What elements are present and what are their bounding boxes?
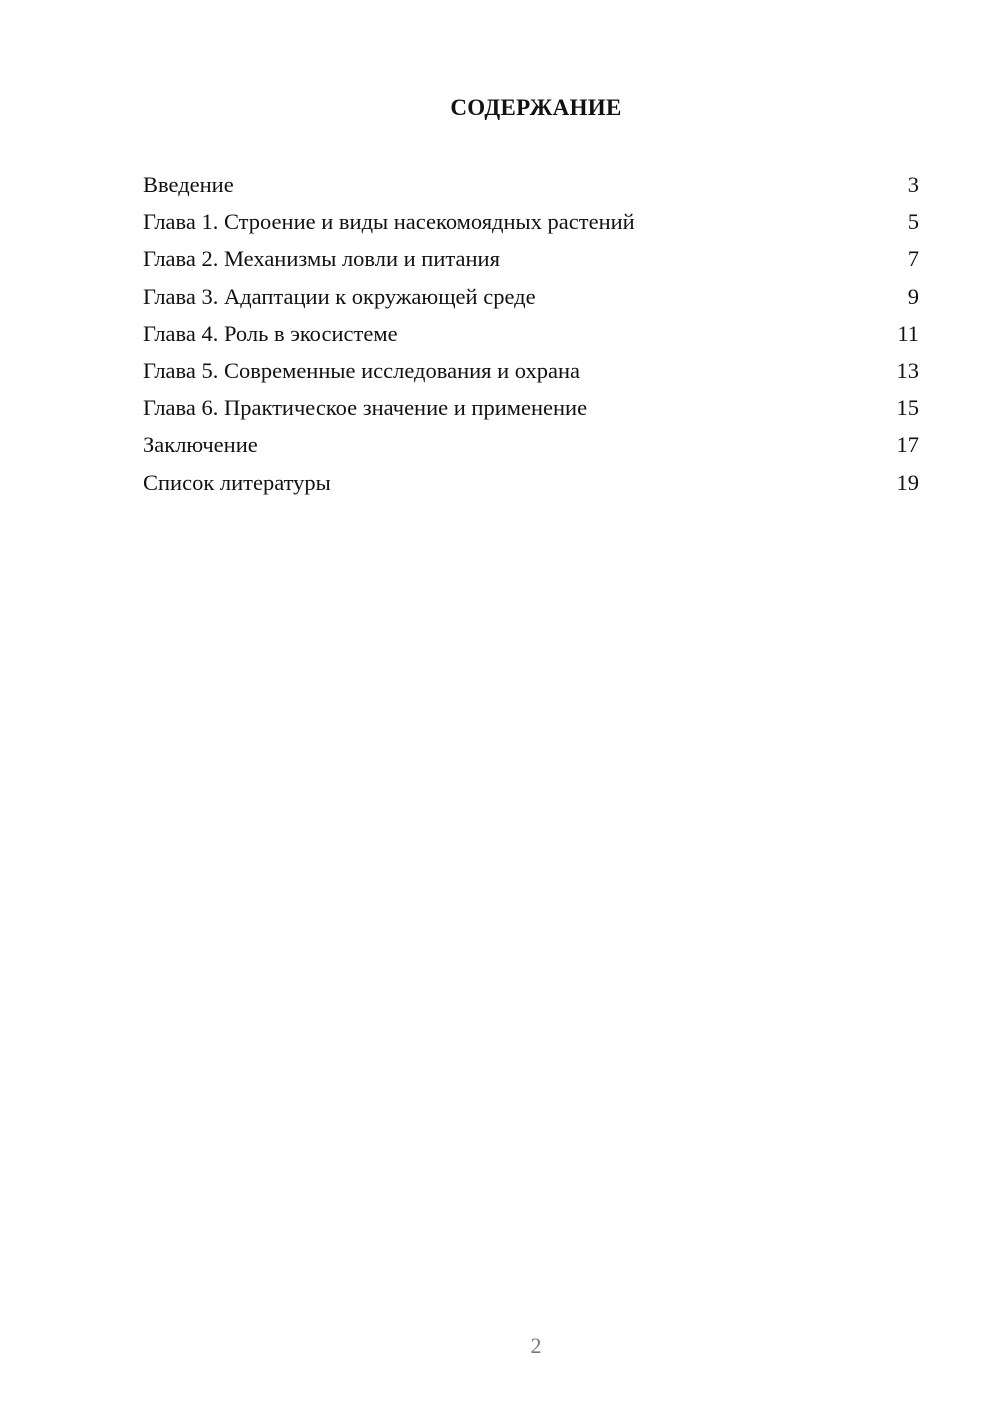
toc-item-page-number: 13 <box>896 357 919 383</box>
toc-item-chapter-5 <box>143 354 919 391</box>
toc-item-label: Глава 6. Практическое значение и применение <box>143 395 588 421</box>
page-title: СОДЕРЖАНИЕ <box>450 95 622 120</box>
toc-item-page-number: 15 <box>896 395 919 421</box>
toc-item-page-number: 7 <box>907 246 919 272</box>
table-of-contents <box>143 168 919 503</box>
toc-item-label: Глава 5. Современные исследования и охрана <box>143 357 580 383</box>
toc-item-label: Глава 1. Строение и виды насекомоядных растений <box>143 209 635 235</box>
toc-item-page-number: 9 <box>907 283 919 309</box>
toc-item-introduction <box>143 168 919 205</box>
toc-item-chapter-3 <box>143 280 919 317</box>
toc-item-chapter-2 <box>143 242 919 279</box>
toc-item-label: Глава 3. Адаптации к окружающей среде <box>143 283 536 309</box>
toc-item-page-number: 11 <box>897 320 919 346</box>
toc-item-page-number: 3 <box>907 172 919 197</box>
page-number: 2 <box>530 1333 542 1358</box>
toc-item-page-number: 17 <box>896 432 919 458</box>
toc-item-label: Глава 4. Роль в экосистеме <box>143 320 398 346</box>
toc-item-chapter-1 <box>143 205 919 242</box>
toc-item-page-number: 19 <box>896 469 919 495</box>
toc-item-chapter-6 <box>143 391 919 428</box>
toc-item-references <box>143 466 919 503</box>
toc-item-conclusion <box>143 428 919 465</box>
toc-item-label: Список литературы <box>143 469 331 495</box>
toc-item-label: Заключение <box>143 432 258 458</box>
toc-item-label: Введение <box>143 172 234 197</box>
toc-item-label: Глава 2. Механизмы ловли и питания <box>143 246 500 272</box>
toc-item-chapter-4 <box>143 317 919 354</box>
toc-item-page-number: 5 <box>907 209 919 235</box>
